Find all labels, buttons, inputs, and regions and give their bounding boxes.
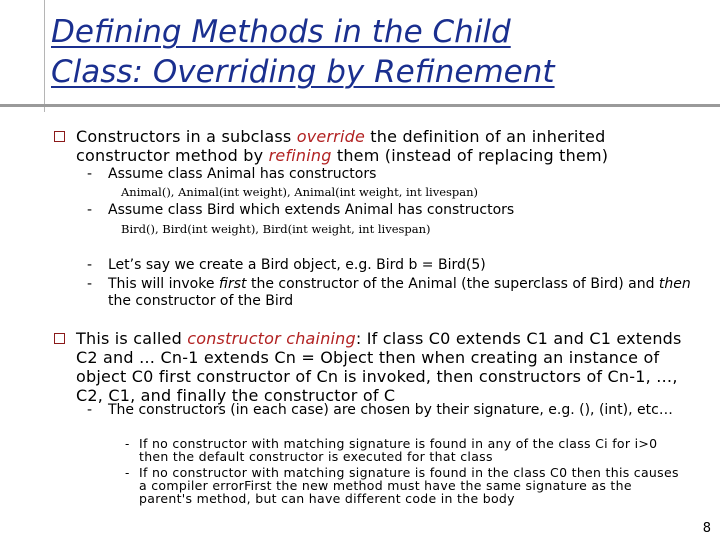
- bird-constructors-line: Assume class Bird which extends Animal has constructors: [108, 202, 515, 218]
- signature-selection-line: The constructors (in each case) are chosen by their signature, e.g. (), (int), etc…: [108, 402, 673, 418]
- no-match-superclass-line: If no constructor with matching signature is found in any of the class Ci for i>0 then the default constructor is executed for that class: [139, 436, 658, 464]
- bird-constructors-list: Bird(), Bird(int weight), Bird(int weight, int livespan): [121, 222, 431, 236]
- text-run: the constructor of the Bird: [108, 293, 294, 309]
- dash-marker: -: [87, 166, 93, 182]
- title-divider: [0, 104, 720, 107]
- slide-title: [51, 12, 555, 92]
- invoke-order-line: [108, 276, 698, 310]
- highlight-refining: refining: [268, 146, 332, 165]
- text-run: the definition of an inherited constructor method by: [76, 127, 606, 165]
- text-run: them (instead of replacing them): [331, 146, 609, 165]
- dash-marker: -: [87, 202, 93, 218]
- dash-marker: -: [87, 276, 93, 292]
- dash-marker: -: [87, 402, 93, 418]
- no-match-c0-line: If no constructor with matching signature is found in the class C0 then this causes a compiler errorFirst the new method must have the same signature as the parent's method, but can have different code in the body: [139, 465, 679, 506]
- bullet-constructors-override: [76, 127, 696, 165]
- text-run: : If class C0 extends C1 and C1 extends C2 and … Cn-1 extends Cn = Object then when creating an instance of object C0 first constructor of Cn is invoked, then constructors of Cn-1, …, C2, C1, and finally the constructor of C: [76, 329, 682, 405]
- slide-title-line-1: Defining Methods in the Child: [51, 14, 511, 50]
- animal-constructors-line: Assume class Animal has constructors: [108, 166, 377, 182]
- text-run: This will invoke: [108, 276, 219, 292]
- page-number: 8: [702, 521, 711, 536]
- emphasis-then: then: [658, 276, 691, 292]
- highlight-constructor-chaining: constructor chaining: [187, 329, 356, 348]
- dash-marker: -: [125, 466, 130, 480]
- emphasis-first: first: [218, 276, 247, 292]
- title-left-vertical-line: [44, 0, 45, 112]
- slide-title-line-2: Class: Overriding by Refinement: [51, 54, 555, 90]
- text-run: This is called: [76, 329, 188, 348]
- animal-constructors-list: Animal(), Animal(int weight), Animal(int weight, int livespan): [121, 185, 479, 199]
- bullet-box-icon: [54, 333, 65, 344]
- bullet-constructor-chaining: [76, 329, 696, 405]
- text-run: the constructor of the Animal (the superclass of Bird) and: [246, 276, 659, 292]
- dash-marker: -: [125, 437, 130, 451]
- text-run: Constructors in a subclass: [76, 127, 297, 146]
- create-bird-line: Let’s say we create a Bird object, e.g. Bird b = Bird(5): [108, 257, 486, 273]
- dash-marker: -: [87, 257, 93, 273]
- highlight-override: override: [296, 127, 366, 146]
- bullet-box-icon: [54, 131, 65, 142]
